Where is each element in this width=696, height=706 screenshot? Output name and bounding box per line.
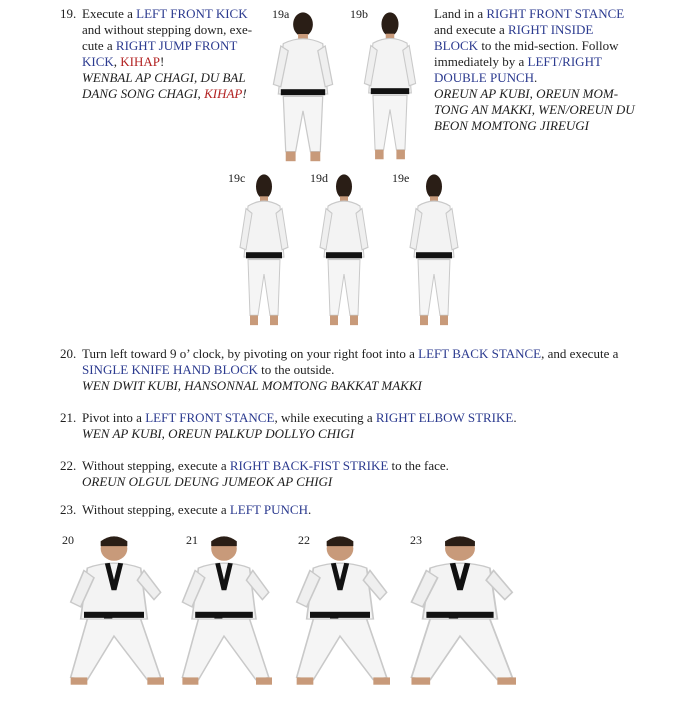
step-number: 20.: [60, 346, 77, 361]
korean-text: WEN AP KUBI, OREUN PALKUP DOLLYO CHIGI: [82, 426, 355, 441]
korean-text: WEN DWIT KUBI, HANSONNAL MOMTONG BAKKAT MAKKI: [82, 378, 422, 393]
text: Land in a: [434, 6, 487, 21]
text: !: [160, 54, 165, 69]
korean-text: OREUN AP KUBI, OREUN MOM-: [434, 86, 619, 101]
text: .: [534, 70, 538, 85]
figure-label: 19b: [350, 7, 368, 21]
figure-label: 20: [62, 533, 74, 547]
korean-text: WENBAL AP CHAGI, DU BAL: [82, 70, 246, 85]
figure-label: 19d: [310, 171, 328, 185]
korean-text: OREUN OLGUL DEUNG JUMEOK AP CHIGI: [82, 474, 333, 489]
keyword: RIGHT INSIDE: [507, 22, 594, 37]
text: to the outside.: [257, 362, 335, 377]
text: cute a: [82, 38, 116, 53]
text: immediately by a: [434, 54, 528, 69]
korean-text: TONG AN MAKKI, WEN/OREUN DU: [434, 102, 635, 117]
kick-photo: [358, 10, 422, 164]
knife-hand-block-photo: [64, 534, 164, 692]
keyword: LEFT PUNCH: [229, 502, 308, 517]
step-number: 22.: [60, 458, 77, 473]
text: , and execute a: [541, 346, 619, 361]
text: Without stepping, execute a: [82, 502, 230, 517]
keyword: KICK: [82, 54, 114, 69]
text: to the face.: [388, 458, 449, 473]
keyword: LEFT FRONT KICK: [136, 6, 248, 21]
punch-photo: [314, 172, 374, 330]
step-number: 19.: [60, 6, 77, 21]
step-21: [60, 410, 680, 442]
step-number: 21.: [60, 410, 77, 425]
figure-label: 22: [298, 533, 310, 547]
figure-label: 19e: [392, 171, 410, 185]
text: .: [308, 502, 312, 517]
punch-photo: [404, 172, 464, 330]
keyword: LEFT/RIGHT: [527, 54, 602, 69]
step-19-left-text: [60, 6, 270, 102]
text: and execute a: [434, 22, 508, 37]
keyword: SINGLE KNIFE HAND BLOCK: [82, 362, 258, 377]
korean-text: BEON MOMTONG JIREUGI: [434, 118, 590, 133]
figure-label: 23: [410, 533, 422, 547]
keyword: RIGHT FRONT STANCE: [486, 6, 625, 21]
keyword: DOUBLE PUNCH: [434, 70, 535, 85]
text: ,: [113, 54, 121, 69]
figure-label: 19c: [228, 171, 246, 185]
step-20: [60, 346, 680, 394]
step-22: [60, 458, 680, 490]
punch-photo: [404, 534, 516, 692]
punch-photo: [234, 172, 294, 330]
keyword: RIGHT ELBOW STRIKE: [375, 410, 514, 425]
kihap: KIHAP: [120, 54, 161, 69]
text: !: [242, 86, 247, 101]
text: .: [513, 410, 517, 425]
text: Without stepping, execute a: [82, 458, 230, 473]
elbow-strike-photo: [176, 534, 272, 692]
back-fist-strike-photo: [290, 534, 390, 692]
kihap: KIHAP: [204, 86, 243, 101]
figure-label: 19a: [272, 7, 290, 21]
text: to the mid-section. Follow: [478, 38, 619, 53]
text: Execute a: [82, 6, 137, 21]
step-19-right-text: [434, 6, 674, 134]
text: Turn left toward 9 o’ clock, by pivoting on your right foot into a: [82, 346, 419, 361]
step-number: 23.: [60, 502, 77, 517]
keyword: LEFT FRONT STANCE: [145, 410, 275, 425]
text: and without stepping down, exe-: [82, 22, 253, 37]
keyword: RIGHT BACK-FIST STRIKE: [229, 458, 389, 473]
kick-photo: [266, 10, 340, 166]
keyword: BLOCK: [434, 38, 479, 53]
text: , while executing a: [274, 410, 376, 425]
korean-text: DANG SONG CHAGI,: [82, 86, 205, 101]
figure-label: 21: [186, 533, 198, 547]
step-23: [60, 502, 680, 518]
text: Pivot into a: [82, 410, 146, 425]
keyword: RIGHT JUMP FRONT: [115, 38, 238, 53]
keyword: LEFT BACK STANCE: [418, 346, 542, 361]
